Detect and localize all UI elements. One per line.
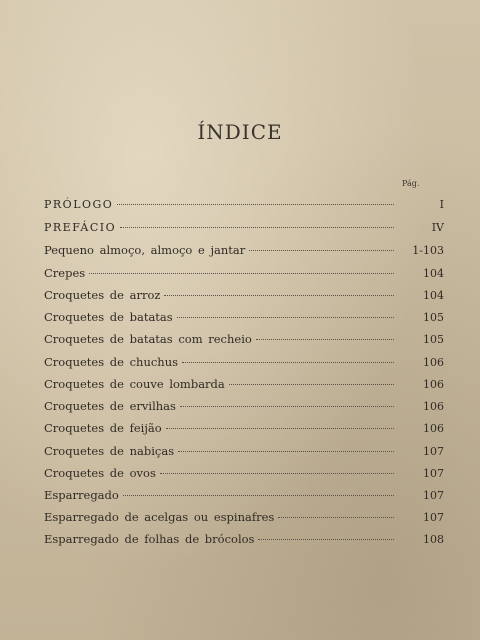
entry-label: Croquetes de couve lombarda <box>44 377 225 391</box>
index-entry-pequeno-almoco <box>44 243 444 261</box>
index-entry-croquetes-batatas <box>44 310 444 328</box>
dot-leader <box>120 226 394 228</box>
dot-leader <box>182 361 394 363</box>
index-entry-croquetes-ovos <box>44 466 444 484</box>
entry-label: Esparregado <box>44 488 119 502</box>
dot-leader <box>178 450 394 452</box>
entry-label: PRÓLOGO <box>44 198 114 211</box>
entry-page: 106 <box>423 378 444 391</box>
index-entry-prologo <box>44 198 444 216</box>
entry-label: Croquetes de batatas <box>44 310 173 324</box>
entry-label: Esparregado de folhas de brócolos <box>44 532 255 546</box>
entry-label: Esparregado de acelgas ou espinafres <box>44 510 275 524</box>
entry-label: Croquetes de nabiças <box>44 444 175 458</box>
entry-label: Croquetes de ovos <box>44 466 156 480</box>
entry-page: 104 <box>423 289 444 302</box>
index-title: ÍNDICE <box>197 120 283 144</box>
index-entry-croquetes-nabicas <box>44 444 444 462</box>
index-entry-esparregado <box>44 488 444 506</box>
index-entry-esparregado-brocolos <box>44 532 444 550</box>
entry-label: Croquetes de batatas com recheio <box>44 332 252 346</box>
entry-page: 107 <box>423 445 444 458</box>
entry-page: 107 <box>423 467 444 480</box>
dot-leader <box>229 383 394 385</box>
dot-leader <box>117 203 394 205</box>
dot-leader <box>89 272 394 274</box>
entry-page: 1-103 <box>412 244 444 257</box>
page-column-label: Pág. <box>402 179 420 188</box>
index-entry-croquetes-feijao <box>44 421 444 439</box>
entry-page: 108 <box>423 533 444 546</box>
entry-label: Croquetes de feijão <box>44 421 162 435</box>
dot-leader <box>160 472 394 474</box>
entry-label: Crepes <box>44 266 86 280</box>
entry-page: IV <box>431 221 444 234</box>
index-entry-crepes <box>44 266 444 284</box>
entry-label: Croquetes de ervilhas <box>44 399 176 413</box>
index-entry-croquetes-ervilhas <box>44 399 444 417</box>
entry-page: 107 <box>423 489 444 502</box>
dot-leader <box>166 427 394 429</box>
dot-leader <box>256 338 394 340</box>
index-entry-croquetes-chuchus <box>44 355 444 373</box>
dot-leader <box>180 405 394 407</box>
index-entry-croquetes-batatas-recheio <box>44 332 444 350</box>
entry-label: Pequeno almoço, almoço e jantar <box>44 243 246 257</box>
entry-page: 106 <box>423 356 444 369</box>
entry-page: I <box>439 198 444 211</box>
dot-leader <box>164 294 394 296</box>
entry-label: PREFÁCIO <box>44 221 117 234</box>
entry-page: 106 <box>423 400 444 413</box>
index-entry-prefacio <box>44 221 444 239</box>
dot-leader <box>249 249 394 251</box>
index-entry-croquetes-couve <box>44 377 444 395</box>
entry-page: 107 <box>423 511 444 524</box>
entry-page: 104 <box>423 267 444 280</box>
entry-page: 105 <box>423 333 444 346</box>
dot-leader <box>278 516 394 518</box>
dot-leader <box>258 538 394 540</box>
dot-leader <box>177 316 394 318</box>
index-entry-esparregado-acelgas <box>44 510 444 528</box>
entry-label: Croquetes de chuchus <box>44 355 179 369</box>
index-entry-croquetes-arroz <box>44 288 444 306</box>
entry-page: 105 <box>423 311 444 324</box>
entry-label: Croquetes de arroz <box>44 288 161 302</box>
dot-leader <box>123 494 394 496</box>
entry-page: 106 <box>423 422 444 435</box>
